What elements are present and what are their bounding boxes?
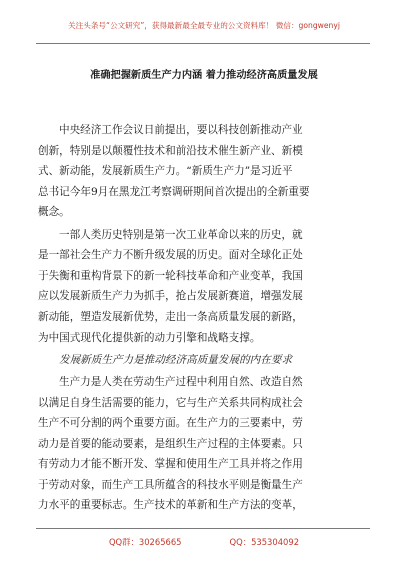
- text-line: 中央经济工作会议日前提出，要以科技创新推动产业: [59, 124, 303, 136]
- text-line: 总书记今年9月在黑龙江考察调研期间首次提出的全新重要: [38, 185, 310, 198]
- footer-contact: [0, 536, 408, 548]
- paragraph-1: [38, 120, 352, 223]
- text-line: 于劳动对象，而生产工具所蕴含的科技水平则是衡量生产: [38, 478, 303, 491]
- footer-divider: [36, 528, 370, 529]
- text-line: 应以发展新质生产力为抓手，抢占发展新赛道，增强发展: [38, 290, 303, 303]
- text-line: 为中国式现代化提供新的动力引擎和战略支撑。: [38, 331, 261, 344]
- text-line: 生产不可分割的两个重要方面。在生产力的三要素中，劳: [38, 417, 303, 430]
- text-line: 创新，特别是以颠覆性技术和前沿技术催生新产业、新模: [38, 144, 303, 157]
- text-line: 力水平的重要标志。生产技术的革新和生产方法的变革，: [38, 499, 303, 512]
- text-line: 新动能，塑造发展新优势，走出一条高质量发展的新路，: [38, 310, 303, 323]
- paragraph-2: [38, 225, 352, 349]
- text-line: 有劳动力才能不断开发、掌握和使用生产工具并将之作用: [38, 458, 303, 471]
- text-line: 一部人类历史特别是第一次工业革命以来的历史，就: [59, 228, 303, 241]
- text-line: 生产力是人类在劳动生产过程中利用自然、改造自然: [59, 375, 303, 388]
- document-body: [38, 120, 352, 518]
- text-line: 是一部社会生产力不断升级发展的历史。面对全球化正处: [38, 249, 303, 262]
- header-divider: [36, 43, 370, 44]
- document-title: 准确把握新质生产力内涵 着力推动经济高质量发展: [90, 69, 318, 81]
- qq-group-number: QQ群：30265665: [108, 537, 182, 547]
- text-line: 概念。: [38, 206, 70, 219]
- text-line: 动力是首要的能动要素，是组织生产过程的主体要素。只: [38, 437, 303, 450]
- section-heading: [38, 350, 352, 371]
- text-line: 于失衡和重构背景下的新一轮科技革命和产业变革，我国: [38, 269, 303, 282]
- text-line: 以满足自身生活需要的能力，它与生产关系共同构成社会: [38, 396, 303, 409]
- qq-number: QQ：535304092: [229, 537, 300, 547]
- paragraph-3: [38, 372, 352, 516]
- header-banner: 关注头条号“公文研究”，获得最新最全最专业的公文资料库！ 微信：gongwenyj: [68, 21, 340, 30]
- text-line: 式、新动能，发展新质生产力。“新质生产力”是习近平: [38, 165, 293, 178]
- section-heading-text: 发展新质生产力是推动经济高质量发展的内在要求: [59, 353, 293, 366]
